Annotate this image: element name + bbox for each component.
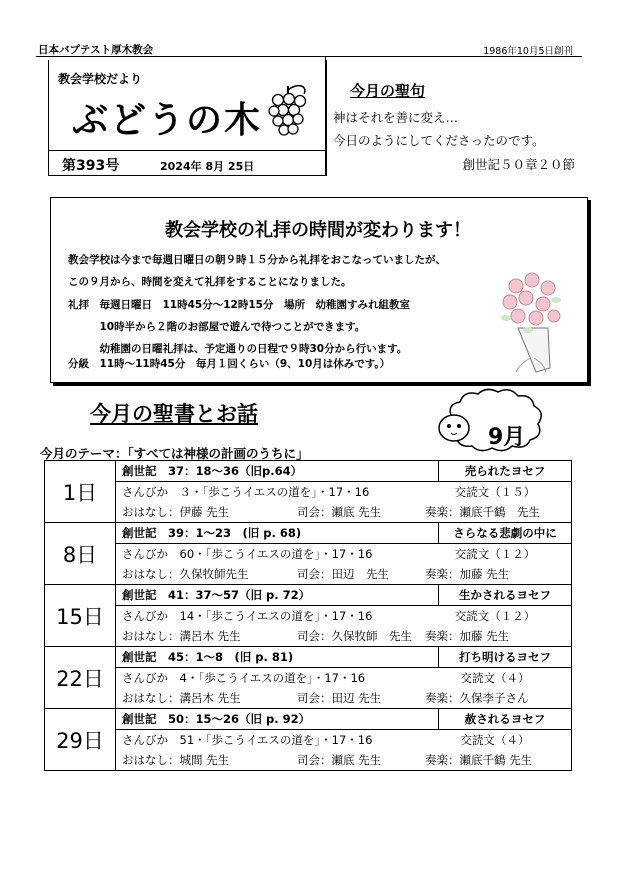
- speaker: おはなし：城間 先生: [122, 753, 230, 767]
- issue-date: 2024年 8月 25日: [160, 160, 255, 173]
- table-row: [45, 585, 572, 647]
- responsive-reading: 交読文（１２）: [454, 547, 536, 561]
- month-badge: 9月: [488, 425, 526, 450]
- newsletter-title: ぶどうの木: [72, 100, 263, 141]
- scripture-row: [116, 647, 571, 668]
- issue-number: 第393号: [62, 158, 120, 174]
- musician: 奏楽：瀬底千鶴 先生: [425, 753, 533, 767]
- presider: 司会：田辺 先生: [297, 567, 389, 581]
- scripture-row: [116, 461, 571, 482]
- hymn-row: [116, 668, 571, 688]
- newsletter-subtitle: 教会学校だより: [58, 72, 143, 86]
- verse-line-1: 神はそれを善に変え…: [333, 110, 459, 125]
- notice-line: この９月から、時間を変えて礼拝をすることになりました。: [68, 276, 352, 288]
- hymn: さんびか 4・「歩こうイエスの道を」・17・16: [122, 671, 366, 685]
- hymn-row: [116, 482, 571, 502]
- staff-row: [116, 750, 571, 770]
- service-date: 22日: [45, 647, 116, 709]
- speaker: おはなし：久保牧師先生: [122, 567, 249, 581]
- notice-line: 礼拝 毎週日曜日 11時45分～12時15分 場所 幼稚園すみれ組教室: [68, 299, 410, 311]
- story-title: 生かされるヨセフ: [438, 585, 571, 605]
- presider: 司会：久保牧師 先生: [297, 629, 412, 643]
- verse-heading: 今月の聖句: [350, 82, 426, 100]
- issue-divider: [48, 150, 325, 151]
- service-detail: [116, 523, 572, 585]
- header-rule: [36, 56, 582, 57]
- staff-row: [116, 502, 571, 522]
- table-row: [45, 709, 572, 771]
- grape-icon: [264, 82, 312, 144]
- scripture-row: [116, 709, 571, 730]
- staff-row: [116, 564, 571, 584]
- founded-date: 1986年10月5日創刊: [483, 46, 573, 57]
- story-title: 打ち明けるヨセフ: [438, 647, 571, 667]
- musician: 奏楽：加藤 先生: [425, 567, 510, 581]
- responsive-reading: 交読文（１５）: [454, 485, 536, 499]
- speaker: おはなし：溝呂木 先生: [122, 629, 241, 643]
- table-row: [45, 647, 572, 709]
- notice-line: 教会学校は今まで毎週日曜日の朝９時１５分から礼拝をおこなっていましたが、: [68, 254, 446, 266]
- responsive-reading: 交読文（４）: [460, 733, 530, 747]
- service-detail: [116, 709, 572, 771]
- service-date: 1日: [45, 461, 116, 523]
- scripture: 創世記 39：1～23 (旧 p. 68): [122, 526, 302, 540]
- staff-row: [116, 626, 571, 646]
- hymn: さんびか ３・「歩こうイエスの道を」・17・16: [122, 485, 370, 499]
- hymn: さんびか 14・「歩こうイエスの道を」・17・16: [122, 609, 373, 623]
- responsive-reading: 交読文（１２）: [454, 609, 536, 623]
- scripture: 創世記 37：18～36（旧p.64）: [122, 464, 303, 478]
- presider: 司会：瀬底 先生: [297, 753, 382, 767]
- verse-line-2: 今日のようにしてくださったのです。: [333, 133, 545, 148]
- service-date: 15日: [45, 585, 116, 647]
- speaker: おはなし：伊藤 先生: [122, 505, 230, 519]
- flower-bouquet-icon: [498, 268, 564, 380]
- scripture: 創世記 45：1～8 (旧 p. 81): [122, 650, 294, 664]
- musician: 奏楽：瀬底千鶴 先生: [425, 505, 540, 519]
- masthead-divider: [325, 57, 326, 175]
- story-title: 赦されるヨセフ: [438, 709, 571, 729]
- verse-reference: 創世記５０章２０節: [462, 157, 575, 172]
- table-row: [45, 523, 572, 585]
- presider: 司会：瀬底 先生: [297, 505, 382, 519]
- speaker: おはなし：溝呂木 先生: [122, 691, 241, 705]
- hymn: さんびか 51・「歩こうイエスの道を」・17・16: [122, 733, 373, 747]
- notice-line: 幼稚園の日曜礼拝は、予定通りの日程で９時30分から行います。: [68, 343, 408, 355]
- service-detail: [116, 461, 572, 523]
- story-title: さらなる悲劇の中に: [438, 523, 571, 543]
- story-title: 売られたヨセフ: [438, 461, 571, 481]
- scripture-row: [116, 523, 571, 544]
- scripture: 創世記 50：15～26（旧 p. 92）: [122, 712, 311, 726]
- scripture-row: [116, 585, 571, 606]
- notice-line: 10時半から２階のお部屋で遊んで待つことができます。: [68, 321, 366, 333]
- musician: 奏楽：加藤 先生: [425, 629, 510, 643]
- hymn-row: [116, 544, 571, 564]
- notice-line: 分級 11時～11時45分 毎月１回くらい（9、10月は休みです。）: [68, 358, 391, 370]
- service-date: 8日: [45, 523, 116, 585]
- hymn: さんびか 60・「歩こうイエスの道を」・17・16: [122, 547, 373, 561]
- responsive-reading: 交読文（４）: [460, 671, 530, 685]
- musician: 奏楽：久保李子さん: [425, 691, 529, 705]
- church-name: 日本バプテスト厚木教会: [38, 44, 154, 56]
- hymn-row: [116, 606, 571, 626]
- service-detail: [116, 585, 572, 647]
- scripture: 創世記 41：37～57（旧 p. 72）: [122, 588, 311, 602]
- hymn-row: [116, 730, 571, 750]
- notice-title: 教会学校の礼拝の時間が変わります！: [165, 220, 471, 241]
- staff-row: [116, 688, 571, 708]
- schedule-table: [44, 460, 572, 771]
- section-title: 今月の聖書とお話: [90, 402, 258, 426]
- presider: 司会：田辺 先生: [297, 691, 382, 705]
- service-date: 29日: [45, 709, 116, 771]
- table-row: [45, 461, 572, 523]
- service-detail: [116, 647, 572, 709]
- monthly-theme: 今月のテーマ：「すべては神様の計画のうちに」: [40, 446, 309, 461]
